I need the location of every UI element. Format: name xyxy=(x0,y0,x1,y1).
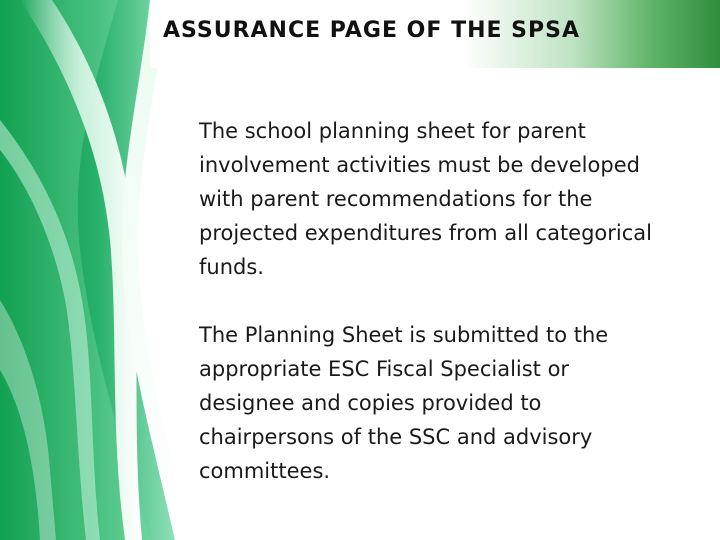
slide-title: ASSURANCE PAGE OF THE SPSA xyxy=(163,18,581,43)
paragraph-planning-sheet-requirement: The school planning sheet for parent involvement activities must be developed with parent recommendations for the projected expenditures from all categorical funds. xyxy=(199,119,652,279)
slide-body xyxy=(199,114,669,488)
paragraph-submission: The Planning Sheet is submitted to the appropriate ESC Fiscal Specialist or designee and copies provided to chairpersons of the SSC and advisory committees. xyxy=(199,323,609,483)
